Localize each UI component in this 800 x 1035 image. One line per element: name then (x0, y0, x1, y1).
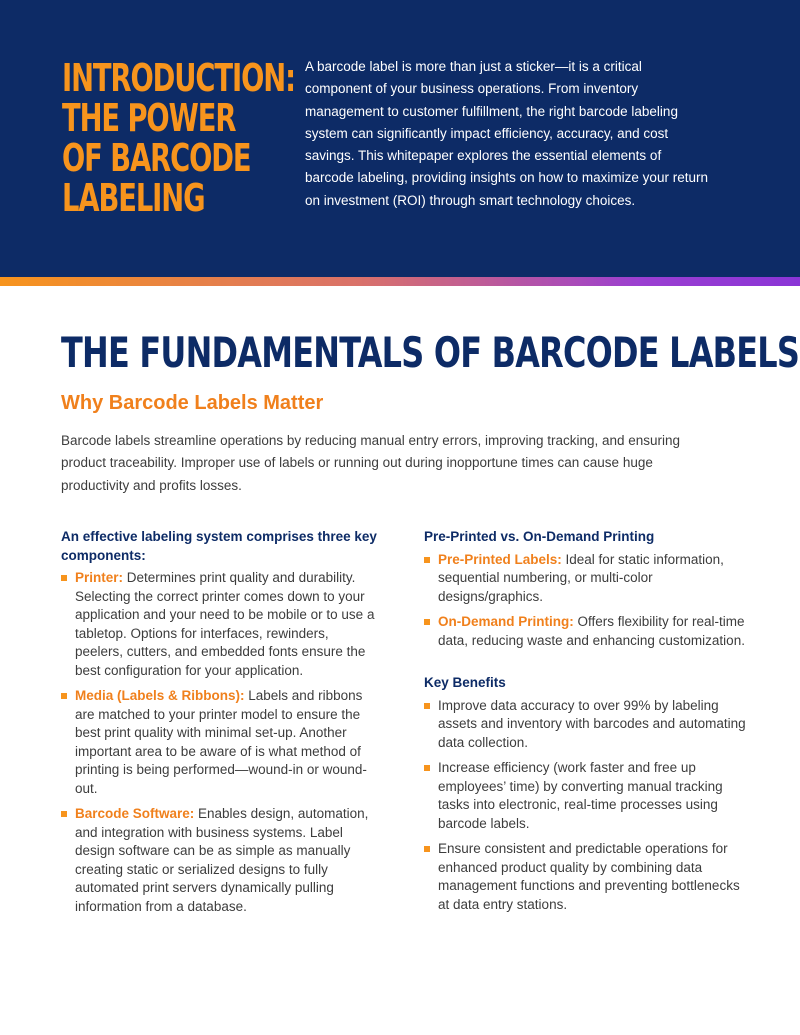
hero-intro-text: A barcode label is more than just a sticker—it is a critical component of your business operations. From inventory management to customer fulfillment, the right barcode labeling system can significantly impact efficiency, accuracy, and cost savings. This whitepaper explores the essential elements of barcode labeling, providing insights on how to maximize your return on investment (ROI) through smart technology choices. (305, 59, 708, 208)
list-item (424, 840, 749, 914)
section-subhead: Why Barcode Labels Matter (61, 392, 324, 414)
list-item (61, 569, 379, 680)
benefits-heading: Key Benefits (424, 675, 506, 690)
hero-title-line: OF BARCODE (62, 136, 251, 180)
section-intro: Barcode labels streamline operations by reducing manual entry errors, improving tracking, and ensuring product traceability. Improper use of labels or running out during inopportune times can cause huge productivity and profits losses. (61, 433, 681, 493)
hero-title-line: THE POWER (62, 96, 236, 140)
bullet-square-icon (424, 619, 430, 625)
item-term: On-Demand Printing: (438, 614, 574, 629)
bullet-square-icon (424, 846, 430, 852)
bullet-square-icon (424, 765, 430, 771)
item-text: Enables design, automation, and integration with business systems. Label design software can be as simple as manually creating static or serialized designs to fully automated print servers dynamically pulling information from a database. (75, 806, 369, 914)
left-column-heading: An effective labeling system comprises three key components: (61, 529, 377, 563)
hero-title-line: INTRODUCTION: (62, 56, 295, 100)
right-column (424, 528, 749, 921)
item-text: Offers flexibility for real-time data, reducing waste and enhancing customization. (438, 614, 745, 648)
item-term: Barcode Software: (75, 806, 195, 821)
hero-banner (0, 0, 800, 277)
components-list (61, 569, 379, 916)
right-column-heading: Pre-Printed vs. On-Demand Printing (424, 529, 655, 544)
item-term: Pre-Printed Labels: (438, 551, 562, 567)
bullet-square-icon (61, 575, 67, 581)
item-text: Ideal for static information, sequential numbering, or multi-color designs/graphics. (438, 551, 724, 604)
section-title: THE FUNDAMENTALS OF BARCODE LABELS (61, 328, 800, 377)
bullet-square-icon (424, 703, 430, 709)
hero-title-line: LABELING (62, 176, 205, 220)
benefits-list (424, 697, 749, 915)
list-item (61, 687, 379, 798)
bullet-square-icon (61, 693, 67, 699)
item-text: Labels and ribbons are matched to your printer model to ensure the best print quality with minimal set-up. Another important area to be aware of is what method of printing is being performed—wound-in or wound-out. (75, 688, 367, 796)
bullet-square-icon (424, 557, 430, 563)
gradient-divider (0, 277, 800, 286)
benefit-text: Ensure consistent and predictable operations for enhanced product quality by combining data management functions and preventing bottlenecks at data entry stations. (438, 841, 740, 912)
benefit-text: Increase efficiency (work faster and free up employees’ time) by converting manual tracking tasks into electronic, real-time processes using barcode labels. (438, 760, 723, 831)
list-item (61, 805, 379, 916)
printing-list (424, 551, 749, 651)
list-item (424, 697, 749, 753)
hero-title (62, 56, 295, 220)
benefit-text: Improve data accuracy to over 99% by labeling assets and inventory with barcodes and automating data collection. (438, 697, 746, 750)
item-text: Determines print quality and durability. Selecting the correct printer comes down to your application and your need to be mobile or to use a tabletop. Options for interfaces, rewinders, peelers, cutters, and embedded fonts ensure the best configuration for your application. (75, 570, 375, 678)
list-item (424, 551, 749, 607)
item-term: Media (Labels & Ribbons): (75, 688, 245, 703)
bullet-square-icon (61, 811, 67, 817)
list-item (424, 759, 749, 833)
left-column (61, 528, 379, 923)
item-term: Printer: (75, 570, 124, 585)
list-item (424, 613, 749, 650)
